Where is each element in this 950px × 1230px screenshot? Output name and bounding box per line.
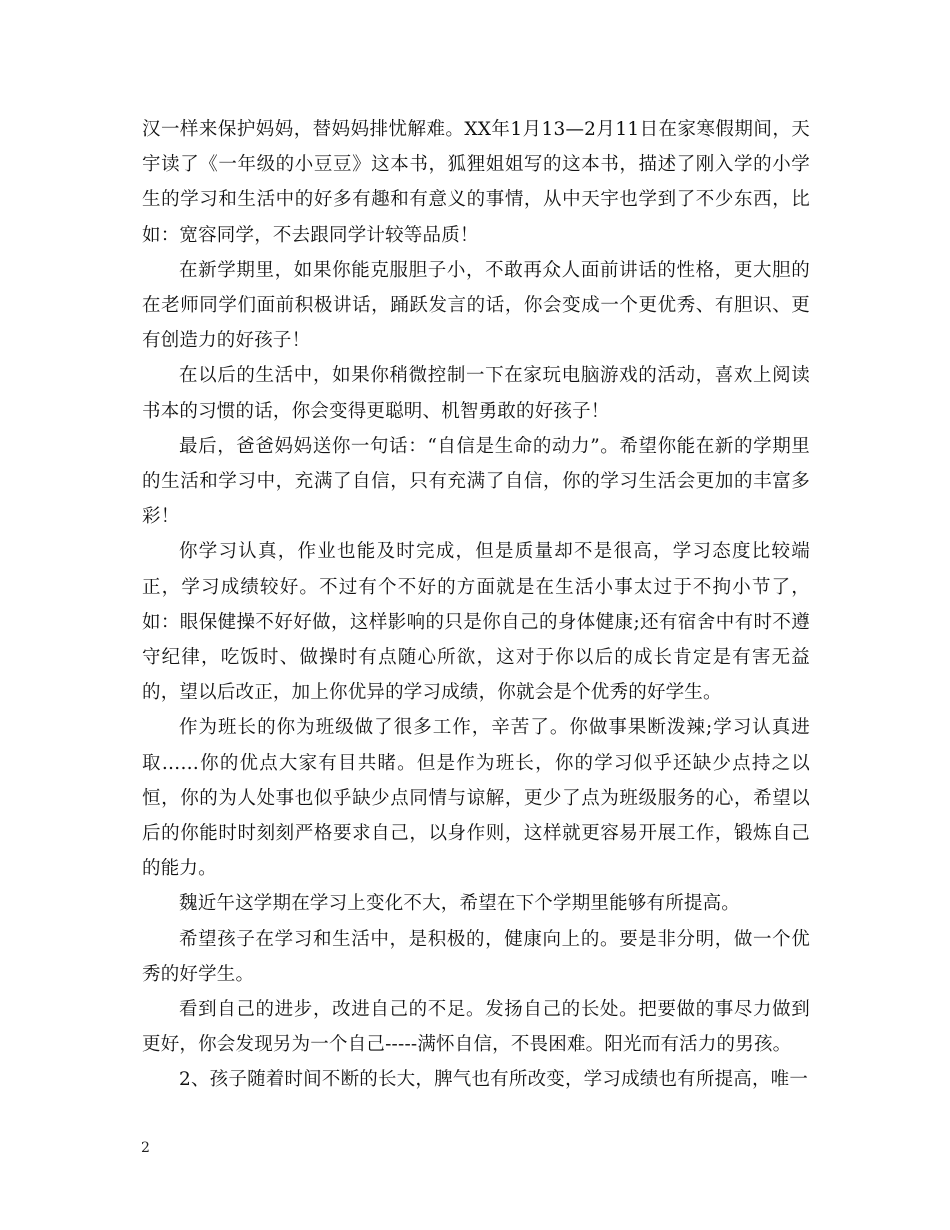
paragraph: 希望孩子在学习和生活中，是积极的，健康向上的。要是非分明，做一个优秀的好学生。 (142, 928, 810, 985)
page-number: 2 (141, 1140, 150, 1156)
paragraph: 作为班长的你为班级做了很多工作，辛苦了。你做事果断泼辣;学习认真进取……你的优点大家有目共睹。但是作为班长，你的学习似乎还缺少点持之以恒，你的为人处事也似乎缺少点同情与谅解，更少了点为班级服务的心，希望以后的你能时时刻刻严格要求自己，以身作则，这样就更容易开展工作，锻炼自己的能力。 (142, 717, 810, 880)
document-body (142, 112, 810, 1098)
paragraph: 魏近午这学期在学习上变化不大，希望在下个学期里能够有所提高。 (179, 893, 741, 915)
paragraph: 最后，爸爸妈妈送你一句话：“自信是生命的动力”。希望你能在新的学期里的生活和学习中，充满了自信，只有充满了自信，你的学习生活会更加的丰富多彩！ (142, 435, 810, 528)
paragraph: 你学习认真，作业也能及时完成，但是质量却不是很高，学习态度比较端正，学习成绩较好。不过有个不好的方面就是在生活小事太过于不拘小节了，如：眼保健操不好好做，这样影响的只是你自己的身体健康;还有宿舍中有时不遵守纪律，吃饭时、做操时有点随心所欲，这对于你以后的成长肯定是有害无益的，望以后改正，加上你优异的学习成绩，你就会是个优秀的好学生。 (142, 541, 810, 704)
paragraph: 在以后的生活中，如果你稍微控制一下在家玩电脑游戏的活动，喜欢上阅读书本的习惯的话，你会变得更聪明、机智勇敢的好孩子！ (142, 365, 810, 422)
paragraph: 看到自己的进步，改进自己的不足。发扬自己的长处。把要做的事尽力做到更好，你会发现另为一个自己-----满怀自信，不畏困难。阳光而有活力的男孩。 (142, 999, 810, 1056)
paragraph: 在新学期里，如果你能克服胆子小，不敢再众人面前讲话的性格，更大胆的在老师同学们面前积极讲话，踊跃发言的话，你会变成一个更优秀、有胆识、更有创造力的好孩子！ (142, 259, 810, 352)
paragraph: 汉一样来保护妈妈，替妈妈排忧解难。XX年1月13—2月11日在家寒假期间，天宇读了《一年级的小豆豆》这本书，狐狸姐姐写的这本书，描述了刚入学的小学生的学习和生活中的好多有趣和有意义的事情，从中天宇也学到了不少东西，比如：宽容同学，不去跟同学计较等品质！ (142, 119, 810, 246)
paragraph: 2、孩子随着时间不断的长大，脾气也有所改变，学习成绩也有所提高，唯一 (179, 1069, 809, 1091)
